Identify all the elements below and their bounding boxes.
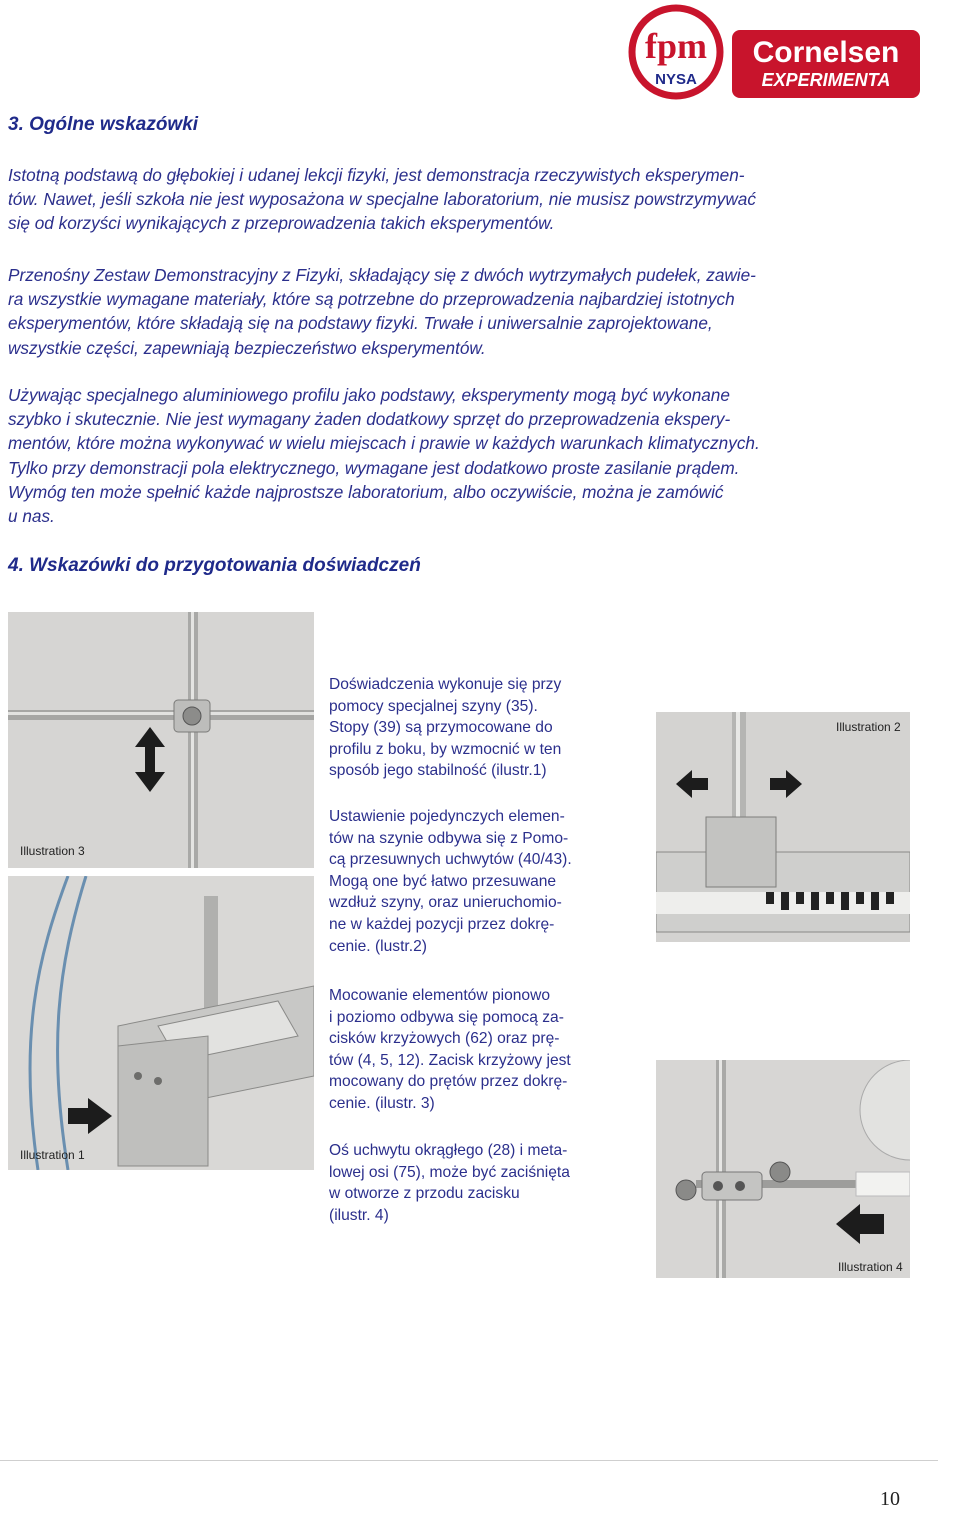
illustration-1-photo xyxy=(8,876,314,1170)
caption-3 xyxy=(329,985,629,1115)
experimenta-text: EXPERIMENTA xyxy=(761,70,891,90)
clamp-axis-drawing xyxy=(656,1060,910,1278)
p3-line: szybko i skutecznie. Nie jest wymagany żaden dodatkowy sprzęt do przeprowadzenia ekspery- xyxy=(8,409,731,430)
cornelsen-text: Cornelsen xyxy=(752,36,900,69)
caption-4-line: w otworze z przodu zacisku xyxy=(329,1185,520,1203)
p1-line: tów. Nawet, jeśli szkoła nie jest wyposażona w specjalne laboratorium, nie musisz powstrzymywać xyxy=(8,189,756,210)
illustration-1-label: Illustration 1 xyxy=(20,1148,85,1162)
caption-1-line: Doświadczenia wykonuje się przy xyxy=(329,676,562,693)
caption-2-line: Ustawienie pojedynczych elemen- xyxy=(329,808,565,825)
nysa-text: NYSA xyxy=(655,71,697,88)
section-4-heading: 4. Wskazówki do przygotowania doświadczeń xyxy=(8,555,421,576)
fpm-nysa-logo xyxy=(620,2,950,102)
p3-line: Używając specjalnego aluminiowego profilu jako podstawy, eksperymenty mogą być wykonane xyxy=(8,385,730,405)
caption-3-line: mocowany do prętów przez dokrę- xyxy=(329,1073,568,1091)
caption-3-line: cisków krzyżowych (62) oraz prę- xyxy=(329,1030,560,1048)
paragraph-3 xyxy=(8,383,938,528)
caption-3-line: Mocowanie elementów pionowo xyxy=(329,987,551,1004)
p1-line: się od korzyści wynikających z przeprowadzenia takich eksperymentów. xyxy=(8,213,555,234)
caption-1-line: pomocy specjalnej szyny (35). xyxy=(329,697,538,715)
caption-1 xyxy=(329,674,629,782)
rail-holder-drawing xyxy=(656,712,910,942)
illustration-2-photo xyxy=(656,712,910,942)
caption-1-line: sposób jego stabilność (ilustr.1) xyxy=(329,762,547,780)
illustration-4-label: Illustration 4 xyxy=(838,1260,903,1274)
caption-2-line: cą przesuwnych uchwytów (40/43). xyxy=(329,851,572,869)
footer-divider xyxy=(0,1460,938,1461)
illustration-3-label: Illustration 3 xyxy=(20,844,85,858)
caption-3-line: i poziomo odbywa się pomocą za- xyxy=(329,1008,564,1026)
paragraph-2 xyxy=(8,263,938,360)
page-number: 10 xyxy=(880,1488,900,1510)
caption-2-line: tów na szynie odbywa się z Pomo- xyxy=(329,829,569,847)
section-3-heading: 3. Ogólne wskazówki xyxy=(8,114,199,135)
illustration-2-label: Illustration 2 xyxy=(836,720,901,734)
caption-3-line: cenie. (ilustr. 3) xyxy=(329,1094,435,1112)
caption-3-line: tów (4, 5, 12). Zacisk krzyżowy jest xyxy=(329,1051,571,1069)
rail-foot-drawing xyxy=(8,876,314,1170)
caption-4 xyxy=(329,1140,629,1226)
caption-4-line: lowej osi (75), może być zaciśnięta xyxy=(329,1163,570,1181)
caption-4-line: (ilustr. 4) xyxy=(329,1206,389,1224)
paragraph-1 xyxy=(8,163,938,236)
p2-line: wszystkie części, zapewniają bezpieczeństwo eksperymentów. xyxy=(8,337,486,358)
p2-line: Przenośny Zestaw Demonstracyjny z Fizyki, składający się z dwóch wytrzymałych pudełek, zawie- xyxy=(8,265,756,285)
caption-4-line: Oś uchwytu okrągłego (28) i meta- xyxy=(329,1142,568,1159)
caption-2-line: ne w każdej pozycji przez dokrę- xyxy=(329,915,555,933)
illustration-3-photo xyxy=(8,612,314,868)
fpm-letters: fpm xyxy=(645,26,707,66)
p3-line: mentów, które można wykonywać w wielu miejscach i prawie w każdych warunkach klimatycznych. xyxy=(8,433,760,454)
p3-line: u nas. xyxy=(8,506,55,527)
illustration-4-photo xyxy=(656,1060,910,1278)
caption-1-line: profilu z boku, by wzmocnić w ten xyxy=(329,740,562,758)
caption-2 xyxy=(329,806,629,957)
caption-2-line: cenie. (lustr.2) xyxy=(329,937,427,955)
cross-clamp-drawing xyxy=(8,612,314,868)
p3-line: Wymóg ten może spełnić każde najprostsze laboratorium, albo oczywiście, można je zamówić xyxy=(8,481,724,502)
p2-line: ra wszystkie wymagane materiały, które są potrzebne do przeprowadzenia najbardziej istotnych xyxy=(8,289,735,310)
header-logos xyxy=(620,2,950,102)
caption-1-line: Stopy (39) są przymocowane do xyxy=(329,719,553,737)
p3-line: Tylko przy demonstracji pola elektrycznego, wymagane jest dodatkowo proste zasilanie prądem. xyxy=(8,457,740,478)
caption-2-line: Mogą one być łatwo przesuwane xyxy=(329,872,557,890)
p1-line: Istotną podstawą do głębokiej i udanej lekcji fizyki, jest demonstracja rzeczywistych eksperymen- xyxy=(8,165,745,185)
p2-line: eksperymentów, które składają się na podstawy fizyki. Trwałe i uniwersalnie zaprojektowane, xyxy=(8,313,713,334)
caption-2-line: wzdłuż szyny, oraz unieruchomio- xyxy=(329,894,562,912)
